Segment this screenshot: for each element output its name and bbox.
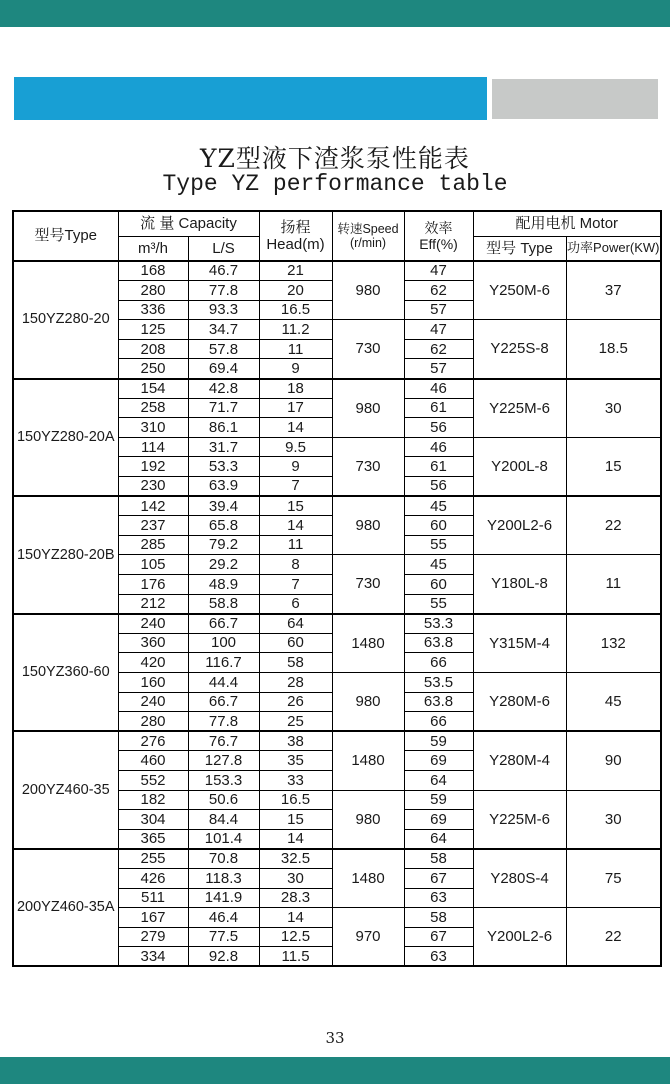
efficiency-cell: 67 bbox=[404, 868, 473, 888]
header-pump-type: 型号Type bbox=[13, 211, 118, 261]
efficiency-cell: 47 bbox=[404, 261, 473, 281]
header-motor-type: 型号 Type bbox=[473, 236, 566, 261]
motor-power-cell: 18.5 bbox=[566, 320, 661, 379]
head-cell: 14 bbox=[259, 516, 332, 536]
capacity-m3h-cell: 420 bbox=[118, 653, 188, 673]
motor-type-cell: Y315M-4 bbox=[473, 614, 566, 673]
motor-type-cell: Y200L2-6 bbox=[473, 908, 566, 967]
capacity-m3h-cell: 212 bbox=[118, 594, 188, 614]
efficiency-cell: 56 bbox=[404, 418, 473, 438]
efficiency-cell: 55 bbox=[404, 535, 473, 555]
capacity-ls-cell: 70.8 bbox=[188, 849, 259, 869]
head-cell: 14 bbox=[259, 908, 332, 928]
capacity-ls-cell: 46.7 bbox=[188, 261, 259, 281]
head-cell: 15 bbox=[259, 496, 332, 516]
capacity-ls-cell: 100 bbox=[188, 633, 259, 653]
motor-type-cell: Y225M-6 bbox=[473, 790, 566, 849]
efficiency-cell: 66 bbox=[404, 653, 473, 673]
capacity-ls-cell: 141.9 bbox=[188, 888, 259, 908]
efficiency-cell: 61 bbox=[404, 398, 473, 418]
motor-power-cell: 37 bbox=[566, 261, 661, 320]
table-row bbox=[13, 731, 661, 751]
head-cell: 30 bbox=[259, 868, 332, 888]
header-eff-en: Eff(%) bbox=[419, 236, 458, 252]
capacity-m3h-cell: 310 bbox=[118, 418, 188, 438]
motor-type-cell: Y180L-8 bbox=[473, 555, 566, 614]
head-cell: 7 bbox=[259, 575, 332, 595]
head-cell: 15 bbox=[259, 810, 332, 830]
head-cell: 58 bbox=[259, 653, 332, 673]
capacity-m3h-cell: 460 bbox=[118, 751, 188, 771]
pump-model-cell: 200YZ460-35A bbox=[13, 849, 118, 967]
capacity-ls-cell: 31.7 bbox=[188, 437, 259, 457]
capacity-m3h-cell: 276 bbox=[118, 731, 188, 751]
speed-cell: 730 bbox=[332, 555, 404, 614]
head-cell: 11.2 bbox=[259, 320, 332, 340]
motor-power-cell: 90 bbox=[566, 731, 661, 790]
header-capacity-m3h: m³/h bbox=[118, 236, 188, 261]
capacity-m3h-cell: 142 bbox=[118, 496, 188, 516]
efficiency-cell: 46 bbox=[404, 437, 473, 457]
capacity-ls-cell: 34.7 bbox=[188, 320, 259, 340]
header-capacity: 流 量 Capacity bbox=[118, 211, 259, 236]
capacity-m3h-cell: 255 bbox=[118, 849, 188, 869]
efficiency-cell: 58 bbox=[404, 849, 473, 869]
capacity-ls-cell: 50.6 bbox=[188, 790, 259, 810]
head-cell: 17 bbox=[259, 398, 332, 418]
motor-power-cell: 22 bbox=[566, 908, 661, 967]
head-cell: 16.5 bbox=[259, 300, 332, 320]
efficiency-cell: 59 bbox=[404, 731, 473, 751]
head-cell: 16.5 bbox=[259, 790, 332, 810]
capacity-m3h-cell: 279 bbox=[118, 927, 188, 947]
capacity-ls-cell: 93.3 bbox=[188, 300, 259, 320]
motor-power-cell: 30 bbox=[566, 379, 661, 438]
capacity-m3h-cell: 168 bbox=[118, 261, 188, 281]
capacity-ls-cell: 77.8 bbox=[188, 712, 259, 732]
efficiency-cell: 60 bbox=[404, 516, 473, 536]
header-motor: 配用电机 Motor bbox=[473, 211, 661, 236]
capacity-m3h-cell: 285 bbox=[118, 535, 188, 555]
capacity-m3h-cell: 426 bbox=[118, 868, 188, 888]
performance-table bbox=[12, 210, 662, 967]
speed-cell: 970 bbox=[332, 908, 404, 967]
pump-model-cell: 150YZ360-60 bbox=[13, 614, 118, 732]
pump-model-cell: 200YZ460-35 bbox=[13, 731, 118, 849]
efficiency-cell: 63 bbox=[404, 888, 473, 908]
capacity-m3h-cell: 114 bbox=[118, 437, 188, 457]
table-body bbox=[13, 261, 661, 966]
efficiency-cell: 69 bbox=[404, 810, 473, 830]
capacity-ls-cell: 69.4 bbox=[188, 359, 259, 379]
capacity-m3h-cell: 250 bbox=[118, 359, 188, 379]
head-cell: 26 bbox=[259, 692, 332, 712]
pump-model-cell: 150YZ280-20 bbox=[13, 261, 118, 379]
pump-model-cell: 150YZ280-20B bbox=[13, 496, 118, 614]
head-cell: 32.5 bbox=[259, 849, 332, 869]
head-cell: 9 bbox=[259, 359, 332, 379]
capacity-ls-cell: 58.8 bbox=[188, 594, 259, 614]
capacity-m3h-cell: 167 bbox=[118, 908, 188, 928]
head-cell: 64 bbox=[259, 614, 332, 634]
capacity-ls-cell: 29.2 bbox=[188, 555, 259, 575]
motor-power-cell: 11 bbox=[566, 555, 661, 614]
table-row bbox=[13, 261, 661, 281]
efficiency-cell: 56 bbox=[404, 477, 473, 497]
speed-cell: 1480 bbox=[332, 614, 404, 673]
page-title-english: Type YZ performance table bbox=[162, 171, 508, 197]
header-eff-cn: 效率 bbox=[424, 219, 453, 236]
head-cell: 35 bbox=[259, 751, 332, 771]
speed-cell: 980 bbox=[332, 379, 404, 438]
capacity-ls-cell: 53.3 bbox=[188, 457, 259, 477]
capacity-ls-cell: 118.3 bbox=[188, 868, 259, 888]
capacity-m3h-cell: 125 bbox=[118, 320, 188, 340]
table-row bbox=[13, 849, 661, 869]
efficiency-cell: 66 bbox=[404, 712, 473, 732]
capacity-m3h-cell: 105 bbox=[118, 555, 188, 575]
speed-cell: 730 bbox=[332, 320, 404, 379]
table-row bbox=[13, 614, 661, 634]
capacity-ls-cell: 79.2 bbox=[188, 535, 259, 555]
capacity-m3h-cell: 280 bbox=[118, 712, 188, 732]
motor-type-cell: Y280S-4 bbox=[473, 849, 566, 908]
header-speed bbox=[332, 211, 404, 261]
capacity-ls-cell: 44.4 bbox=[188, 672, 259, 692]
efficiency-cell: 46 bbox=[404, 379, 473, 399]
motor-type-cell: Y250M-6 bbox=[473, 261, 566, 320]
capacity-ls-cell: 76.7 bbox=[188, 731, 259, 751]
capacity-ls-cell: 66.7 bbox=[188, 614, 259, 634]
head-cell: 60 bbox=[259, 633, 332, 653]
motor-type-cell: Y225M-6 bbox=[473, 379, 566, 438]
capacity-ls-cell: 71.7 bbox=[188, 398, 259, 418]
capacity-m3h-cell: 240 bbox=[118, 692, 188, 712]
head-cell: 11.5 bbox=[259, 947, 332, 967]
motor-power-cell: 22 bbox=[566, 496, 661, 555]
capacity-ls-cell: 153.3 bbox=[188, 770, 259, 790]
efficiency-cell: 61 bbox=[404, 457, 473, 477]
efficiency-cell: 63.8 bbox=[404, 633, 473, 653]
capacity-m3h-cell: 336 bbox=[118, 300, 188, 320]
motor-type-cell: Y280M-4 bbox=[473, 731, 566, 790]
speed-cell: 980 bbox=[332, 261, 404, 320]
efficiency-cell: 60 bbox=[404, 575, 473, 595]
efficiency-cell: 64 bbox=[404, 770, 473, 790]
capacity-m3h-cell: 160 bbox=[118, 672, 188, 692]
efficiency-cell: 55 bbox=[404, 594, 473, 614]
motor-power-cell: 45 bbox=[566, 672, 661, 731]
header-capacity-ls: L/S bbox=[188, 236, 259, 261]
header-motor-power: 功率Power(KW) bbox=[566, 236, 661, 261]
motor-power-cell: 30 bbox=[566, 790, 661, 849]
header-head bbox=[259, 211, 332, 261]
header-speed-unit: (r/min) bbox=[349, 236, 387, 250]
capacity-m3h-cell: 360 bbox=[118, 633, 188, 653]
capacity-m3h-cell: 208 bbox=[118, 339, 188, 359]
gray-accent-bar bbox=[492, 79, 658, 119]
head-cell: 28.3 bbox=[259, 888, 332, 908]
efficiency-cell: 64 bbox=[404, 829, 473, 849]
bottom-teal-bar bbox=[0, 1057, 670, 1084]
capacity-m3h-cell: 552 bbox=[118, 770, 188, 790]
table-row bbox=[13, 496, 661, 516]
capacity-m3h-cell: 511 bbox=[118, 888, 188, 908]
efficiency-cell: 62 bbox=[404, 339, 473, 359]
efficiency-cell: 47 bbox=[404, 320, 473, 340]
capacity-ls-cell: 127.8 bbox=[188, 751, 259, 771]
capacity-m3h-cell: 182 bbox=[118, 790, 188, 810]
motor-type-cell: Y280M-6 bbox=[473, 672, 566, 731]
efficiency-cell: 67 bbox=[404, 927, 473, 947]
efficiency-cell: 45 bbox=[404, 555, 473, 575]
capacity-m3h-cell: 192 bbox=[118, 457, 188, 477]
motor-type-cell: Y200L2-6 bbox=[473, 496, 566, 555]
capacity-ls-cell: 77.5 bbox=[188, 927, 259, 947]
speed-cell: 730 bbox=[332, 437, 404, 496]
head-cell: 20 bbox=[259, 281, 332, 301]
speed-cell: 1480 bbox=[332, 849, 404, 908]
capacity-ls-cell: 57.8 bbox=[188, 339, 259, 359]
speed-cell: 980 bbox=[332, 672, 404, 731]
top-teal-bar bbox=[0, 0, 670, 27]
efficiency-cell: 58 bbox=[404, 908, 473, 928]
head-cell: 33 bbox=[259, 770, 332, 790]
capacity-m3h-cell: 230 bbox=[118, 477, 188, 497]
capacity-m3h-cell: 258 bbox=[118, 398, 188, 418]
page-number: 33 bbox=[325, 1029, 345, 1047]
capacity-m3h-cell: 176 bbox=[118, 575, 188, 595]
head-cell: 6 bbox=[259, 594, 332, 614]
pump-model-cell: 150YZ280-20A bbox=[13, 379, 118, 497]
capacity-m3h-cell: 304 bbox=[118, 810, 188, 830]
capacity-ls-cell: 116.7 bbox=[188, 653, 259, 673]
speed-cell: 980 bbox=[332, 790, 404, 849]
efficiency-cell: 62 bbox=[404, 281, 473, 301]
head-cell: 9.5 bbox=[259, 437, 332, 457]
efficiency-cell: 53.3 bbox=[404, 614, 473, 634]
head-cell: 14 bbox=[259, 418, 332, 438]
table-row bbox=[13, 379, 661, 399]
motor-type-cell: Y225S-8 bbox=[473, 320, 566, 379]
page-title-chinese: YZ型液下渣浆泵性能表 bbox=[200, 144, 470, 173]
capacity-m3h-cell: 280 bbox=[118, 281, 188, 301]
head-cell: 18 bbox=[259, 379, 332, 399]
blue-accent-bar bbox=[14, 77, 487, 120]
efficiency-cell: 45 bbox=[404, 496, 473, 516]
header-head-en: Head(m) bbox=[266, 236, 325, 253]
header-efficiency bbox=[404, 211, 473, 261]
capacity-m3h-cell: 237 bbox=[118, 516, 188, 536]
motor-power-cell: 15 bbox=[566, 437, 661, 496]
capacity-m3h-cell: 240 bbox=[118, 614, 188, 634]
motor-type-cell: Y200L-8 bbox=[473, 437, 566, 496]
efficiency-cell: 69 bbox=[404, 751, 473, 771]
capacity-ls-cell: 65.8 bbox=[188, 516, 259, 536]
head-cell: 38 bbox=[259, 731, 332, 751]
capacity-m3h-cell: 154 bbox=[118, 379, 188, 399]
capacity-ls-cell: 101.4 bbox=[188, 829, 259, 849]
efficiency-cell: 57 bbox=[404, 359, 473, 379]
capacity-ls-cell: 77.8 bbox=[188, 281, 259, 301]
head-cell: 9 bbox=[259, 457, 332, 477]
head-cell: 11 bbox=[259, 339, 332, 359]
capacity-ls-cell: 63.9 bbox=[188, 477, 259, 497]
efficiency-cell: 63 bbox=[404, 947, 473, 967]
capacity-ls-cell: 66.7 bbox=[188, 692, 259, 712]
head-cell: 7 bbox=[259, 477, 332, 497]
header-head-cn: 扬程 bbox=[280, 218, 311, 236]
capacity-m3h-cell: 334 bbox=[118, 947, 188, 967]
head-cell: 25 bbox=[259, 712, 332, 732]
head-cell: 8 bbox=[259, 555, 332, 575]
capacity-ls-cell: 42.8 bbox=[188, 379, 259, 399]
efficiency-cell: 59 bbox=[404, 790, 473, 810]
speed-cell: 1480 bbox=[332, 731, 404, 790]
capacity-ls-cell: 48.9 bbox=[188, 575, 259, 595]
speed-cell: 980 bbox=[332, 496, 404, 555]
head-cell: 12.5 bbox=[259, 927, 332, 947]
capacity-ls-cell: 84.4 bbox=[188, 810, 259, 830]
motor-power-cell: 75 bbox=[566, 849, 661, 908]
efficiency-cell: 57 bbox=[404, 300, 473, 320]
head-cell: 21 bbox=[259, 261, 332, 281]
capacity-m3h-cell: 365 bbox=[118, 829, 188, 849]
head-cell: 28 bbox=[259, 672, 332, 692]
head-cell: 11 bbox=[259, 535, 332, 555]
capacity-ls-cell: 39.4 bbox=[188, 496, 259, 516]
efficiency-cell: 63.8 bbox=[404, 692, 473, 712]
capacity-ls-cell: 92.8 bbox=[188, 947, 259, 967]
motor-power-cell: 132 bbox=[566, 614, 661, 673]
capacity-ls-cell: 86.1 bbox=[188, 418, 259, 438]
head-cell: 14 bbox=[259, 829, 332, 849]
table-header bbox=[13, 211, 661, 261]
header-speed-cn: 转速Speed bbox=[337, 221, 399, 236]
capacity-ls-cell: 46.4 bbox=[188, 908, 259, 928]
efficiency-cell: 53.5 bbox=[404, 672, 473, 692]
